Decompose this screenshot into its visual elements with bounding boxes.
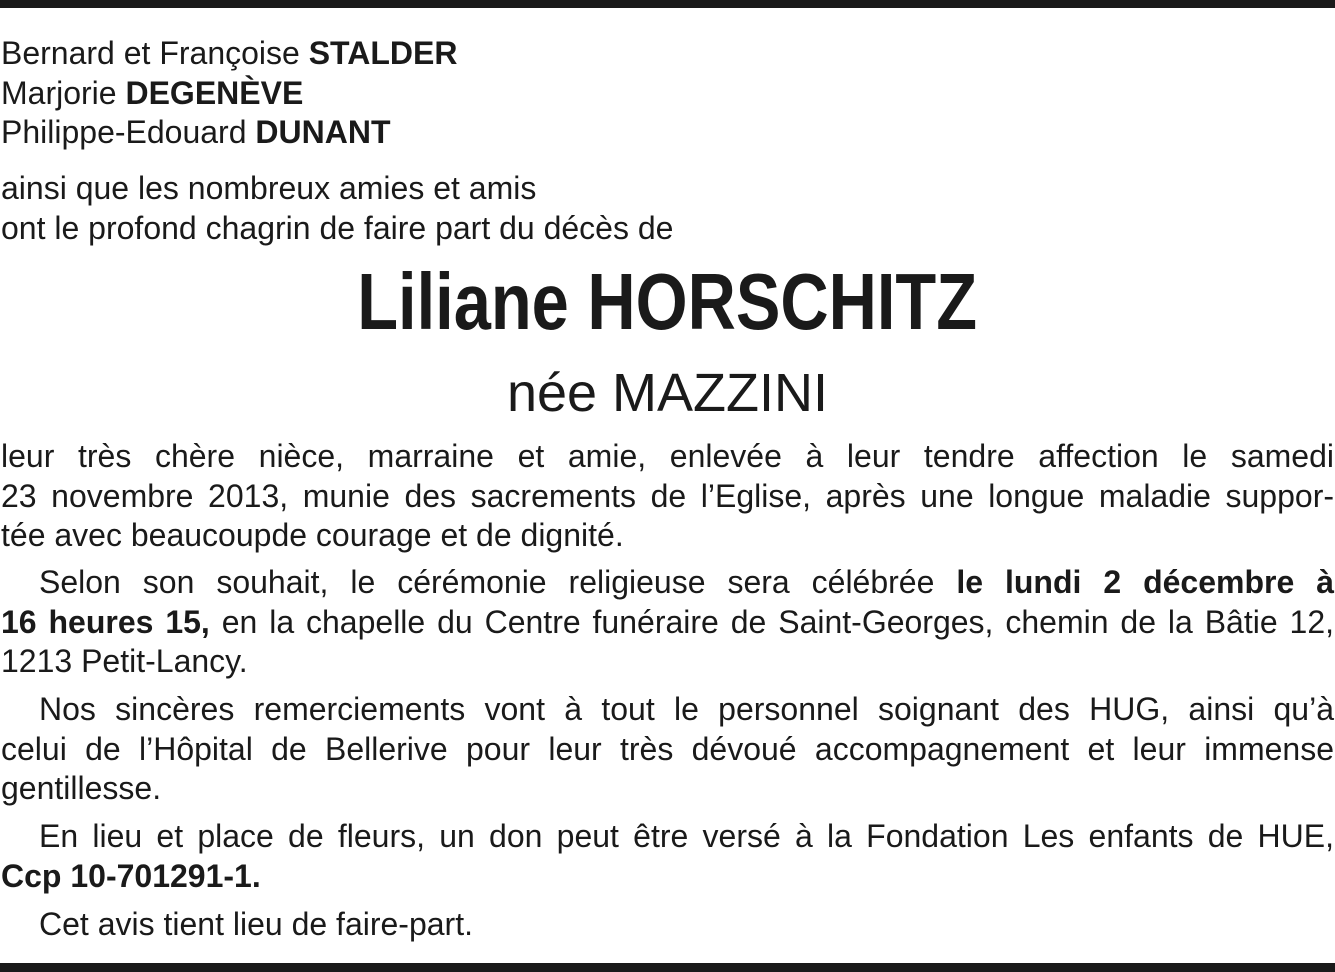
mourner-line: [1, 34, 1334, 74]
paragraph-ceremony: [1, 563, 1334, 682]
ceremony-text: Selon son souhait, le cérémonie religieuse sera célébrée: [39, 564, 935, 600]
paragraph-line: En lieu et place de fleurs, un don peut être versé à la Fondation Les enfants de HUE,: [39, 818, 1334, 854]
maiden-name: née MAZZINI: [506, 363, 829, 423]
paragraph-line: Nos sincères remerciements vont à tout le personnel soignant des HUG, ainsi qu’à: [39, 691, 1334, 727]
mourner-first-names: Bernard et Françoise: [1, 35, 300, 71]
paragraph-line: tée avec beaucoupde courage et de dignité.: [1, 517, 624, 553]
donation-account: [1, 857, 1334, 897]
mourner-first-names: Philippe-Edouard: [1, 114, 247, 150]
mourner-first-names: Marjorie: [1, 74, 117, 111]
mourner-line: [1, 74, 1334, 114]
intro-line: ont le profond chagrin de faire part du décès de: [1, 209, 674, 246]
paragraph-line: celui de l’Hôpital de Bellerive pour leur très dévoué accompagnement et leur immense: [1, 730, 1334, 767]
intro-line: ainsi que les nombreux amies et amis: [1, 170, 537, 206]
paragraph-donation: [1, 817, 1334, 896]
mourner-surname: STALDER: [308, 35, 458, 71]
paragraph-thanks: [1, 690, 1334, 809]
paragraph-announcement: [1, 437, 1334, 556]
paragraph-line: [1, 642, 1334, 682]
ceremony-locality: 1213 Petit-Lancy.: [1, 643, 248, 679]
mourner-line: [1, 113, 1334, 153]
paragraph-closing: [1, 905, 1334, 945]
paragraph-line: 23 novembre 2013, munie des sacrements de l’Eglise, après une longue maladie suppor-: [1, 477, 1334, 514]
mourners-list: [1, 34, 1334, 153]
ceremony-date: le lundi 2 décembre à: [956, 564, 1335, 600]
deceased-name: [1, 257, 1334, 347]
paragraph-line: [1, 603, 1334, 643]
ceremony-location: en la chapelle du Centre funéraire de Saint-Georges, chemin de la Bâtie 12,: [221, 603, 1335, 640]
obituary-notice: [1, 0, 1334, 945]
mourner-surname: DUNANT: [255, 114, 391, 150]
paragraph-line: gentillesse.: [1, 770, 162, 806]
paragraph-line: Cet avis tient lieu de faire-part.: [39, 906, 473, 942]
ceremony-time: 16 heures 15,: [1, 603, 210, 640]
intro-text: [1, 169, 1334, 248]
donation-account-number: Ccp 10-701291-1.: [1, 857, 261, 894]
bottom-rule: [0, 963, 1335, 972]
paragraph-line: leur très chère nièce, marraine et amie, enlevée à leur tendre affection le samedi: [1, 438, 1334, 474]
paragraph-line: [1, 563, 1334, 603]
mourner-surname: DEGENÈVE: [125, 74, 304, 111]
deceased-name-text: Liliane HORSCHITZ: [357, 257, 978, 346]
